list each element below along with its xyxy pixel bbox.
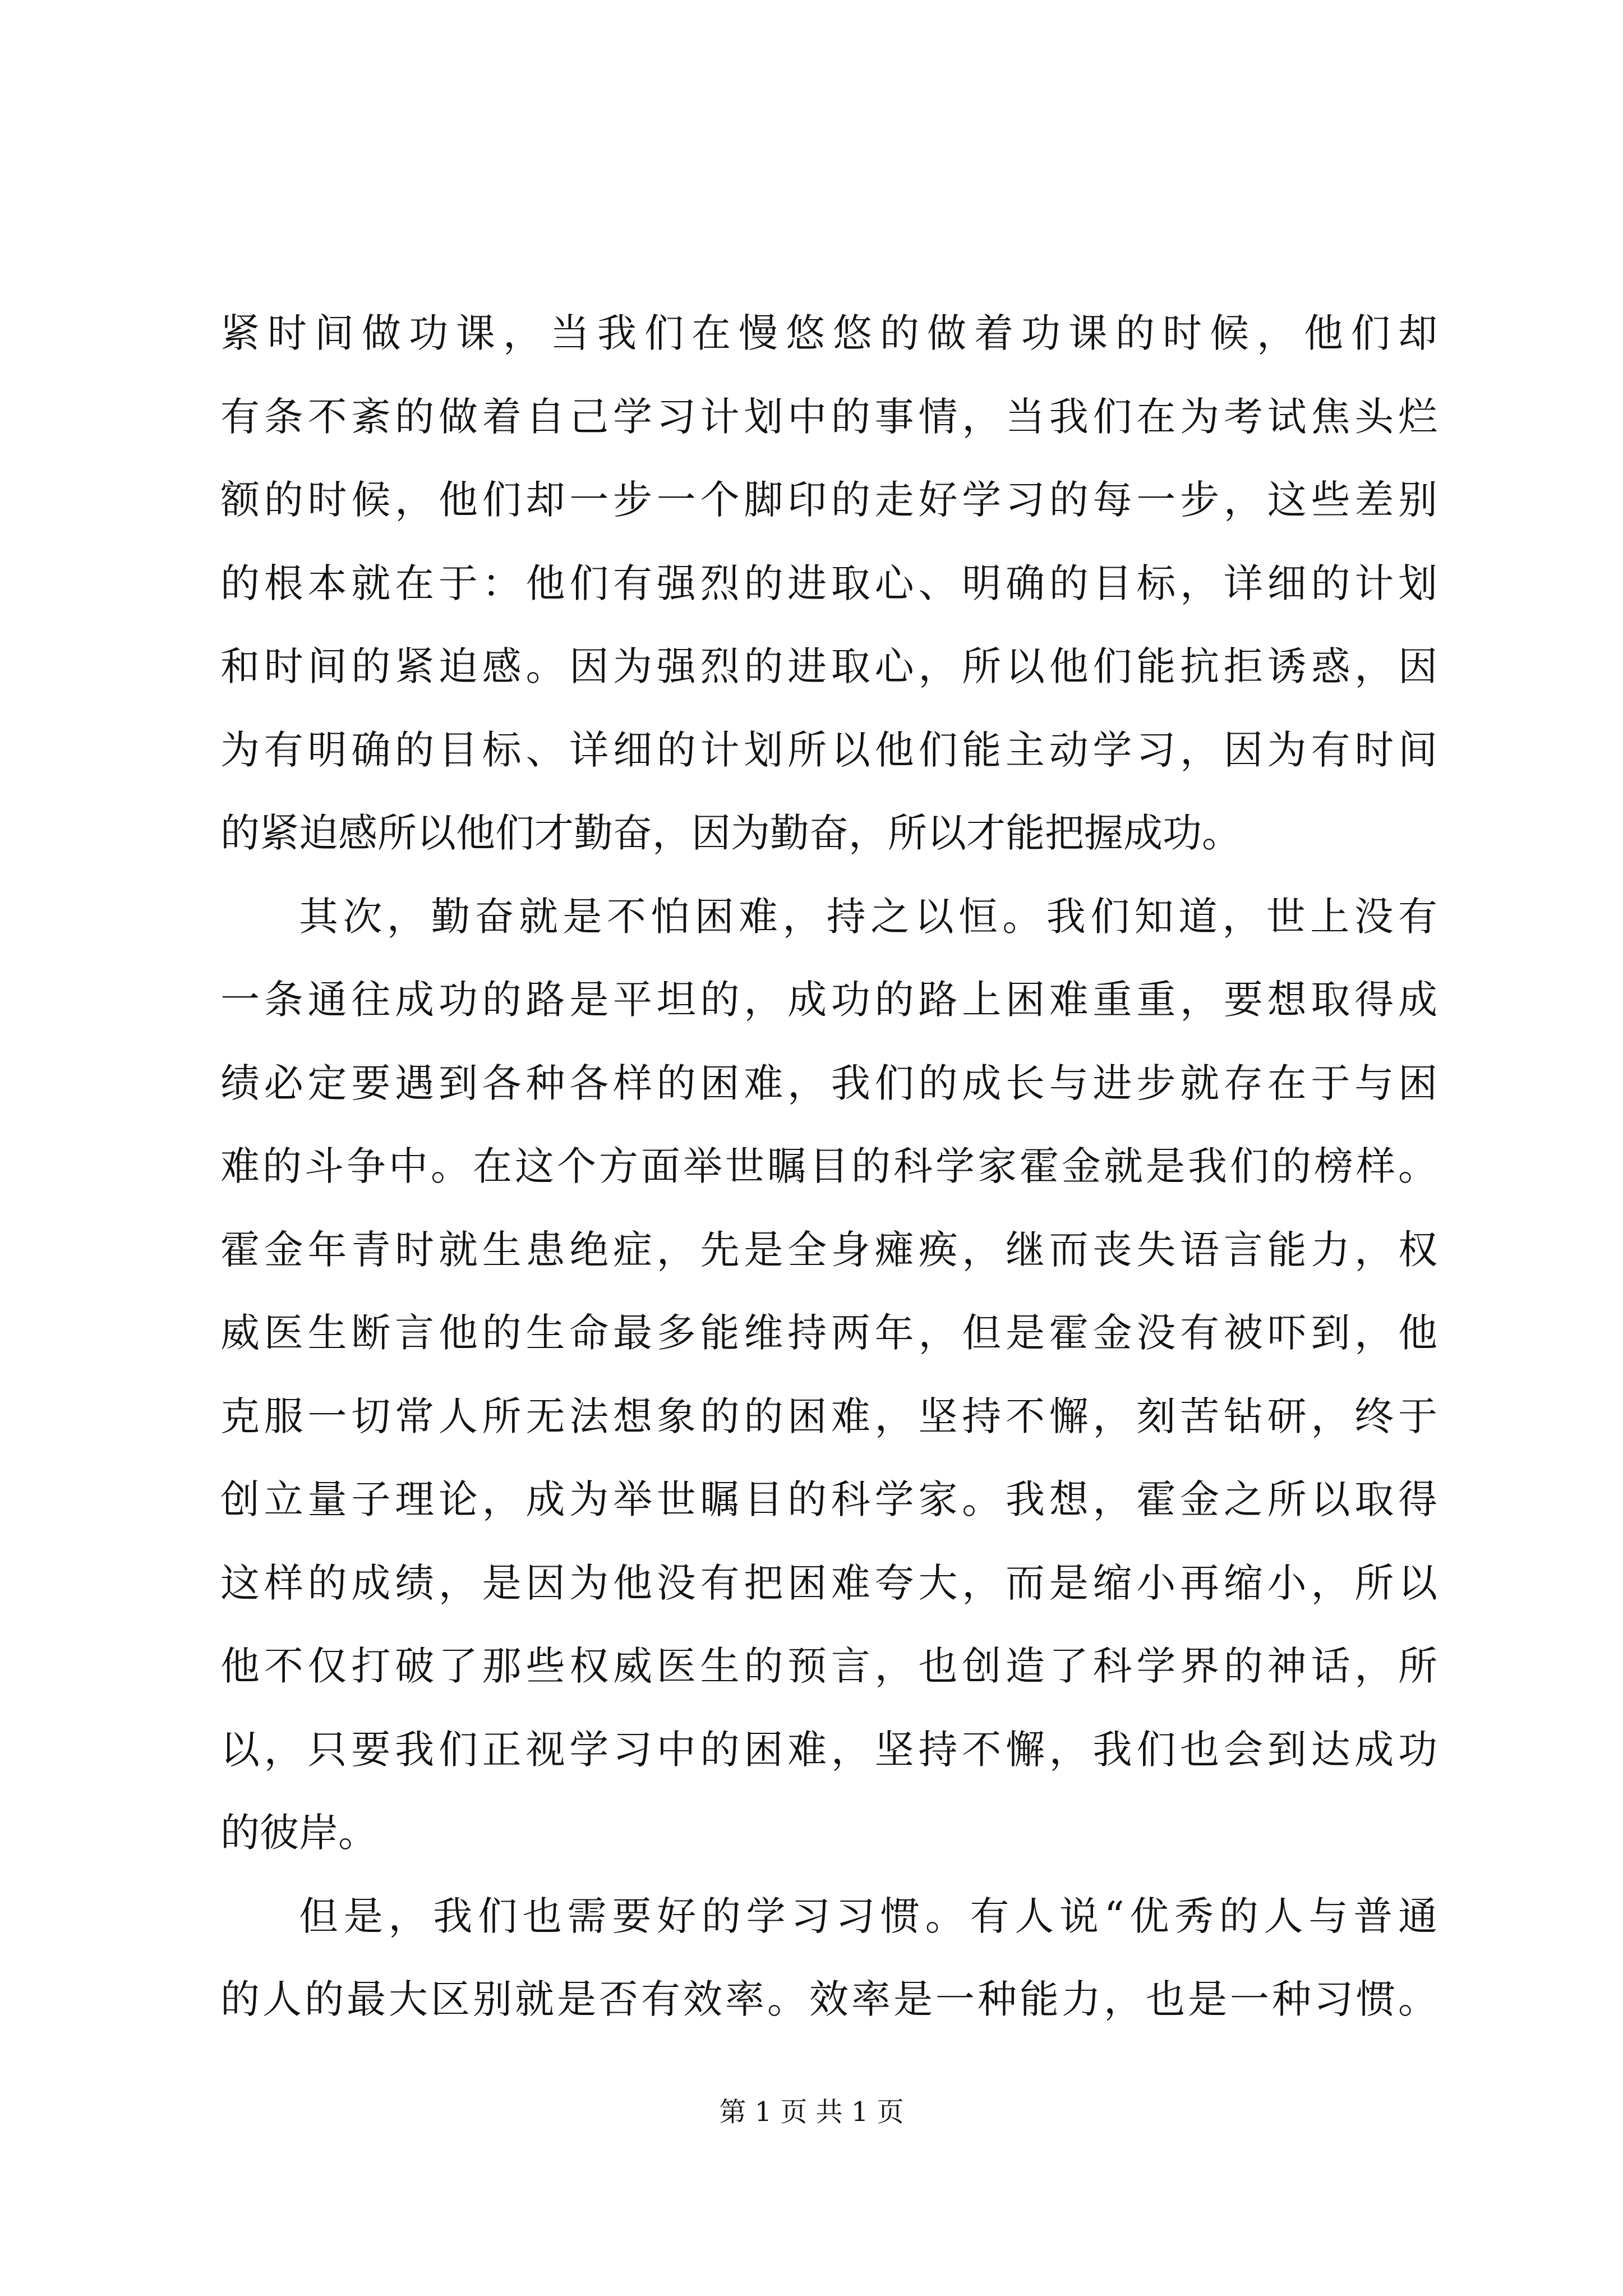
text-line: 这样的成绩，是因为他没有把困难夸大，而是缩小再缩小，所以 xyxy=(220,1559,1437,1606)
text-line: 有条不紊的做着自己学习计划中的事情，当我们在为考试焦头烂 xyxy=(220,393,1437,440)
text-line: 为有明确的目标、详细的计划所以他们能主动学习，因为有时间 xyxy=(220,726,1437,773)
text-line: 他不仅打破了那些权威医生的预言，也创造了科学界的神话，所 xyxy=(220,1643,1437,1689)
text-line: 以，只要我们正视学习中的困难，坚持不懈，我们也会到达成功 xyxy=(220,1726,1437,1773)
text-line: 额的时候，他们却一步一个脚印的走好学习的每一步，这些差别 xyxy=(220,477,1437,523)
text-line: 的根本就在于：他们有强烈的进取心、明确的目标，详细的计划 xyxy=(220,560,1437,606)
text-line: 紧时间做功课，当我们在慢悠悠的做着功课的时候，他们却 xyxy=(220,310,1437,356)
document-body xyxy=(220,292,1437,2041)
text-line: 绩必定要遇到各种各样的困难，我们的成长与进步就存在于与困 xyxy=(220,1060,1437,1106)
text-line: 的彼岸。 xyxy=(220,1810,377,1856)
text-line: 霍金年青时就生患绝症，先是全身瘫痪，继而丧失语言能力，权 xyxy=(220,1226,1437,1273)
text-line: 和时间的紧迫感。因为强烈的进取心，所以他们能抗拒诱惑，因 xyxy=(220,643,1437,689)
paragraph-first-line: 但是，我们也需要好的学习习惯。有人说“优秀的人与普通 xyxy=(299,1893,1437,1939)
page-number-footer: 第 1 页 共 1 页 xyxy=(719,2096,904,2128)
text-line: 克服一切常人所无法想象的的困难，坚持不懈，刻苦钻研，终于 xyxy=(220,1393,1437,1439)
paragraph-first-line: 其次，勤奋就是不怕困难，持之以恒。我们知道，世上没有 xyxy=(299,893,1437,940)
text-line: 的人的最大区别就是否有效率。效率是一种能力，也是一种习惯。 xyxy=(220,1976,1437,2022)
text-line: 难的斗争中。在这个方面举世瞩目的科学家霍金就是我们的榜样。 xyxy=(220,1143,1437,1189)
text-line: 创立量子理论，成为举世瞩目的科学家。我想，霍金之所以取得 xyxy=(220,1476,1437,1522)
text-line: 的紧迫感所以他们才勤奋，因为勤奋，所以才能把握成功。 xyxy=(220,810,1241,856)
text-line: 威医生断言他的生命最多能维持两年，但是霍金没有被吓到，他 xyxy=(220,1310,1437,1356)
text-line: 一条通往成功的路是平坦的，成功的路上困难重重，要想取得成 xyxy=(220,977,1437,1023)
